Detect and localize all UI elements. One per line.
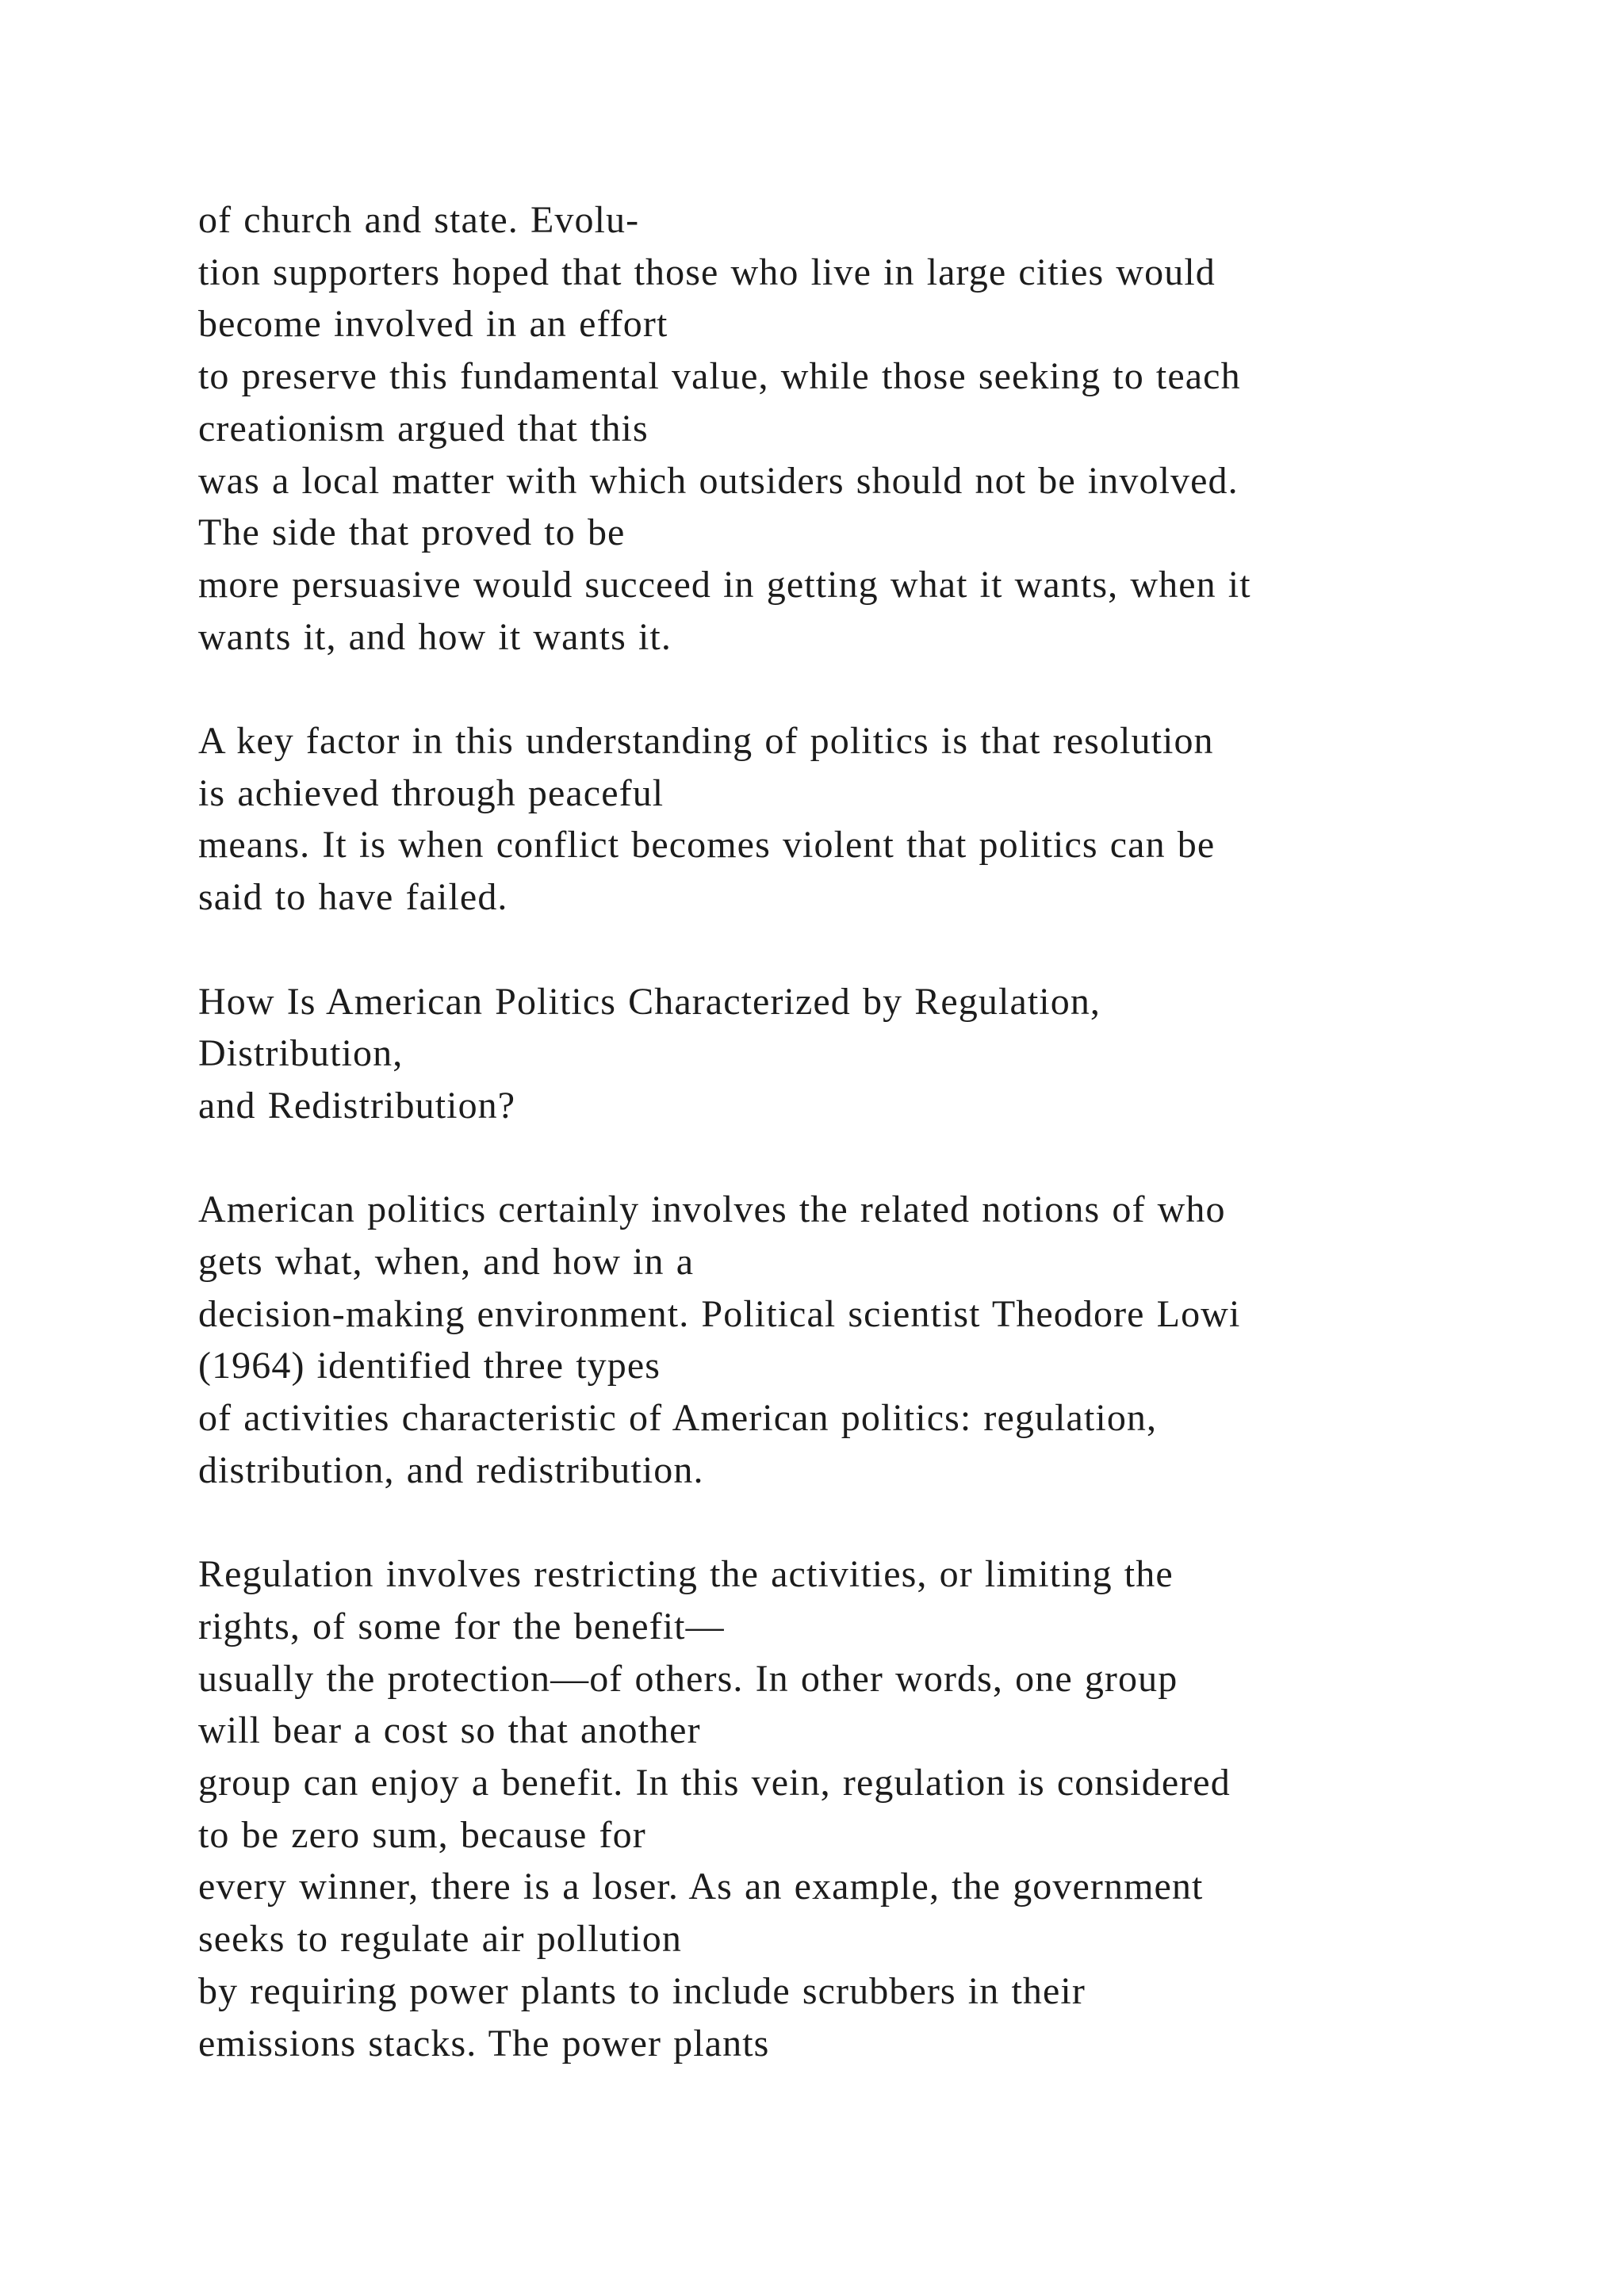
text-line: was a local matter with which outsiders should not be involved. <box>198 459 1239 502</box>
heading-line: and Redistribution? <box>198 1084 516 1127</box>
text-line: Regulation involves restricting the activities, or limiting the <box>198 1553 1174 1596</box>
text-line: every winner, there is a loser. As an example, the government <box>198 1866 1204 1908</box>
paragraph-regulation <box>198 1548 1546 2069</box>
text-line: (1964) identified three types <box>198 1345 661 1387</box>
text-line: American politics certainly involves the related notions of who <box>198 1188 1226 1231</box>
text-line: is achieved through peaceful <box>198 771 665 814</box>
text-line: group can enjoy a benefit. In this vein, regulation is considered <box>198 1762 1231 1804</box>
text-line: distribution, and redistribution. <box>198 1448 704 1491</box>
text-line: decision-making environment. Political scientist Theodore Lowi <box>198 1292 1241 1335</box>
text-line: by requiring power plants to include scrubbers in their <box>198 1969 1086 2012</box>
text-line: more persuasive would succeed in getting what it wants, when it <box>198 563 1251 606</box>
text-line: to be zero sum, because for <box>198 1813 646 1856</box>
text-line: said to have failed. <box>198 876 508 919</box>
paragraph-peaceful-resolution <box>198 715 1546 924</box>
paragraph-church-state <box>198 194 1546 663</box>
heading-line: Distribution, <box>198 1032 404 1075</box>
text-line: gets what, when, and how in a <box>198 1241 695 1284</box>
section-heading <box>198 976 1546 1132</box>
text-line: rights, of some for the benefit— <box>198 1605 725 1647</box>
text-line: of church and state. Evolu- <box>198 199 640 241</box>
text-line: A key factor in this understanding of politics is that resolution <box>198 720 1214 763</box>
text-line: seeks to regulate air pollution <box>198 1918 682 1961</box>
heading-line: How Is American Politics Characterized by Regulation, <box>198 980 1101 1023</box>
text-line: wants it, and how it wants it. <box>198 615 672 658</box>
text-line: creationism argued that this <box>198 407 649 450</box>
text-line: means. It is when conflict becomes violent that politics can be <box>198 824 1216 867</box>
text-line: become involved in an effort <box>198 303 668 346</box>
document-body <box>198 194 1546 2122</box>
text-line: tion supporters hoped that those who live in large cities would <box>198 251 1216 293</box>
paragraph-lowi-types <box>198 1184 1546 1496</box>
text-line: The side that proved to be <box>198 511 626 554</box>
text-line: usually the protection—of others. In other words, one group <box>198 1657 1178 1700</box>
text-line: will bear a cost so that another <box>198 1709 701 1752</box>
text-line: to preserve this fundamental value, while those seeking to teach <box>198 355 1241 398</box>
text-line: of activities characteristic of American politics: regulation, <box>198 1397 1158 1440</box>
text-line: emissions stacks. The power plants <box>198 2022 770 2064</box>
